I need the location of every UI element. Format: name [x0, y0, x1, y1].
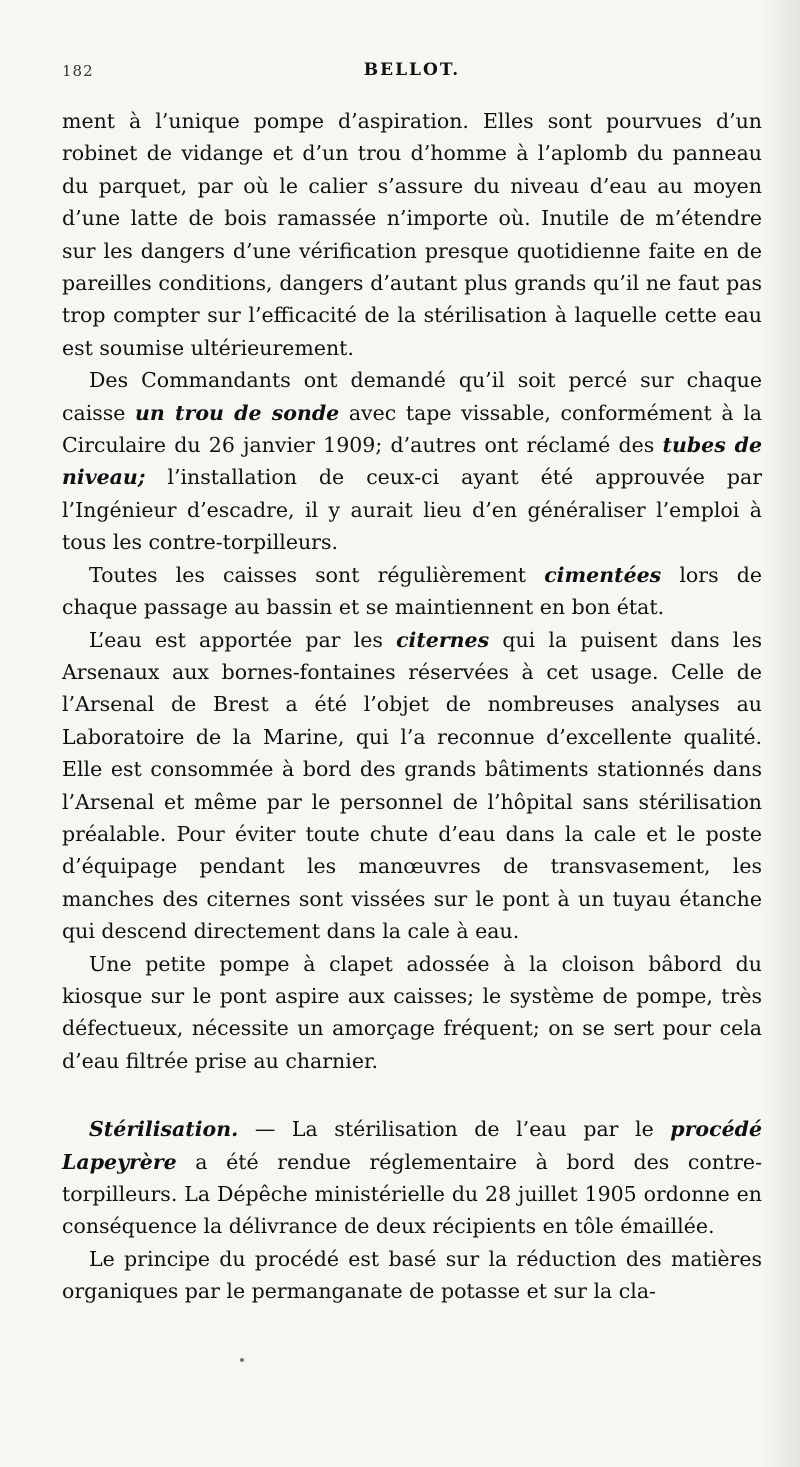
paragraph-2-italic-2: tubes de niveau; — [62, 433, 762, 490]
paragraph-2-text-b: avec tape vissable, conformément à la Circulaire du 26 janvier 1909; d’autres ont réclamé des — [62, 400, 762, 458]
paragraph-6-text-a: — La stérilisation de l’eau par le — [238, 1117, 671, 1142]
paragraph-3 — [62, 559, 762, 624]
paragraph-1: ment à l’unique pompe d’aspiration. Elles sont pourvues d’un robinet de vidange et d’un trou d’homme à l’aplomb du panneau du parquet, par où le calier s’assure du niveau d’eau au moyen d’une latte de bois ramassée n’importe où. Inutile de m’étendre sur les dangers d’une vérification presque quotidienne faite en de pareilles conditions, dangers d’autant plus grands qu’il ne faut pas trop compter sur l’efficacité de la stérilisation à laquelle cette eau est soumise ultérieurement. — [62, 109, 762, 360]
paragraph-2 — [62, 364, 762, 558]
paragraph-4-text-b: qui la puisent dans les Arsenaux aux bornes-fontaines réservées à cet usage. Celle de l’Arsenal de Brest a été l’objet de nombreuses analyses au Laboratoire de la Marine, qui l’a reconnue d’excellente qualité. Elle est consommée à bord des grands bâtiments stationnés dans l’Arsenal et même par le personnel de l’hôpital sans stérilisation préalable. Pour éviter toute chute d’eau dans la cale et le poste d’équipage pendant les manœuvres de transvasement, les manches des citernes sont vissées sur le pont à un tuyau étanche qui descend directement dans la cale à eau. — [62, 627, 762, 944]
page-number: 182 — [62, 62, 94, 80]
print-speck — [240, 1358, 244, 1362]
paragraph-3-italic-1: cimentées — [544, 562, 662, 587]
paragraph-2-italic-1: un trou de sonde — [135, 400, 340, 425]
paragraph-4-italic-1: citernes — [396, 627, 490, 652]
section-spacer — [62, 1077, 762, 1113]
page-edge-shadow — [762, 0, 800, 1467]
paragraph-6-text-b: a été rendue réglementaire à bord des contre-torpilleurs. La Dépêche ministérielle du 28 juillet 1905 ordonne en conséquence la délivrance de deux récipients en tôle émaillée. — [62, 1149, 762, 1239]
paragraph-6 — [62, 1113, 762, 1243]
paragraph-4-text-a: L’eau est apportée par les — [89, 627, 397, 652]
paragraph-4 — [62, 624, 762, 948]
paragraph-2-text-c: l’installation de ceux-ci ayant été approuvée par l’Ingénieur d’escadre, il y aurait lieu d’en généraliser l’emploi à tous les contre-torpilleurs. — [62, 465, 762, 555]
running-head: BELLOT. — [363, 60, 461, 80]
paragraph-6-italic-2: procédé Lapeyrère — [62, 1117, 762, 1174]
section-heading-sterilisation: Stérilisation. — [89, 1117, 239, 1142]
paragraph-3-text-b: lors de chaque passage au bassin et se maintiennent en bon état. — [62, 562, 762, 620]
paragraph-7: Le principe du procédé est basé sur la réduction des matières organiques par le permanganate de potasse et sur la cla- — [62, 1246, 762, 1304]
paragraph-3-text-a: Toutes les caisses sont régulièrement — [89, 562, 545, 587]
paragraph-5: Une petite pompe à clapet adossée à la cloison bâbord du kiosque sur le pont aspire aux caisses; le système de pompe, très défectueux, nécessite un amorçage fréquent; on se sert pour cela d’eau filtrée prise au charnier. — [62, 951, 762, 1073]
paragraph-2-text-a: Des Commandants ont demandé qu’il soit percé sur chaque caisse — [62, 368, 762, 425]
page-header — [62, 56, 762, 86]
body-text — [62, 105, 762, 1308]
